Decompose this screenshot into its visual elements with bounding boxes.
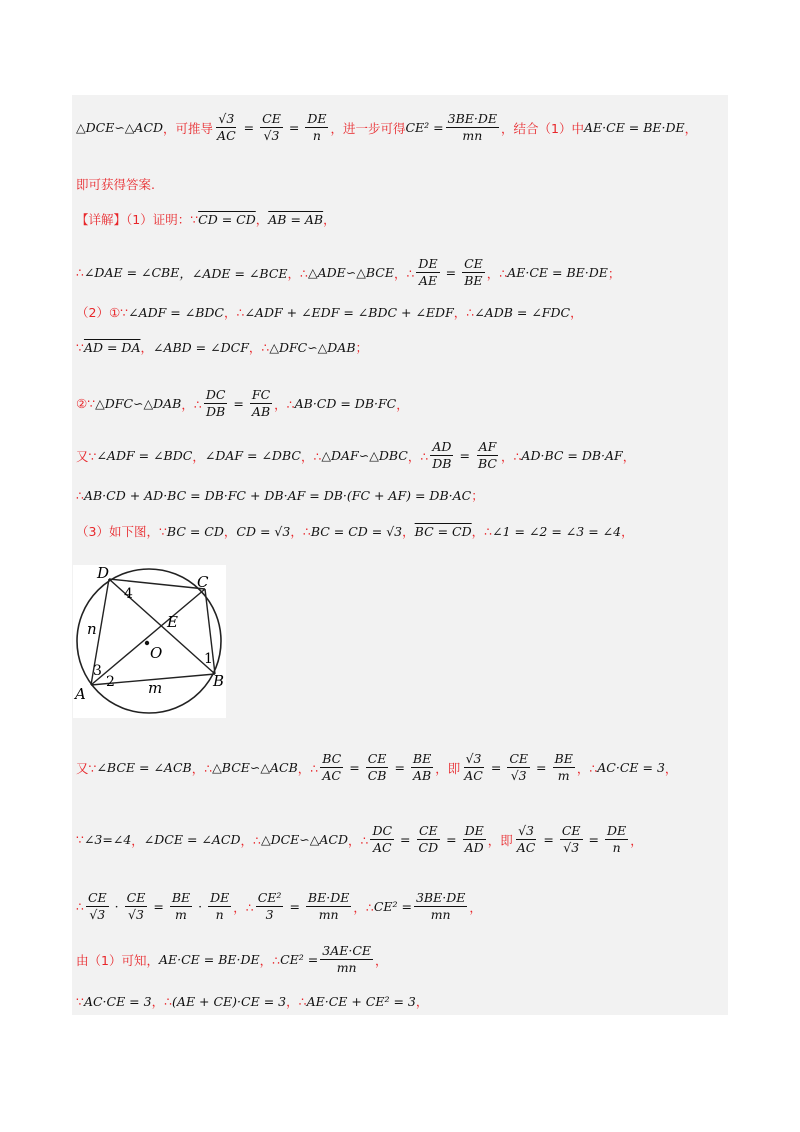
fraction: $\frac{√3}{AC}$ <box>516 823 536 855</box>
angle-2: 2 <box>106 674 115 690</box>
fraction: $\frac{CE}{CB}$ <box>367 751 387 783</box>
fraction: $\frac{\text{CE²}}{3}$ <box>257 890 282 922</box>
fraction: $\frac{CE}{√3}$ <box>509 751 529 783</box>
fraction: $\frac{DC}{AC}$ <box>372 823 393 855</box>
fraction: $\frac{FC}{AB}$ <box>251 387 271 419</box>
angle-4: 4 <box>124 586 133 602</box>
fraction: $\frac{DE}{n}$ <box>210 890 230 922</box>
fraction: $\frac{CE}{√3}$ <box>561 823 581 855</box>
label-n: n <box>87 620 97 638</box>
line-10: （3）如下图，∵ BC = CD ， CD = √3 ，∴ BC = CD = √3 ， BC = CD ，∴ ∠1 = ∠2 = ∠3 = ∠4 ， <box>76 523 634 539</box>
fraction: $\frac{AF}{BC}$ <box>477 439 497 471</box>
fraction: $\frac{DE}{n}$ <box>307 111 327 143</box>
line-1: △DCE∽△ACD ，可推导 $\frac{√3}{AC}$ = $\frac{CE}{√3}$ = $\frac{DE}{n}$ ，进一步可得 CE² = $\frac{3BE\cdot DE}{mn}$ ，结合（1）中 AE·CE = BE·DE ， <box>76 111 698 143</box>
fraction: $\frac{CE}{√3}$ <box>126 890 146 922</box>
fraction: $\frac{CE}{√3}$ <box>262 111 281 143</box>
line-15: ∵ AC·CE = 3 ，∴ (AE + CE)·CE = 3 ，∴ AE·CE + CE² = 3 ， <box>76 993 429 1009</box>
fraction: $\frac{CE}{√3}$ <box>87 890 107 922</box>
fraction: $\frac{BC}{AC}$ <box>322 751 342 783</box>
fraction: $\frac{DC}{DB}$ <box>205 387 226 419</box>
fraction: $\frac{CE}{BE}$ <box>464 256 483 288</box>
fraction: $\frac{BE}{m}$ <box>554 751 573 783</box>
line-8: 又∵ ∠ADF = ∠BDC ， ∠DAF = ∠DBC ，∴ △DAF∽△DBC ，∴ $\frac{AD}{DB}$ = $\frac{AF}{BC}$ ，∴ AD·BC = DB·AF ， <box>76 439 636 471</box>
label-b: B <box>213 672 225 690</box>
fraction: $\frac{CE}{CD}$ <box>418 823 439 855</box>
line-12: ∵ ∠3=∠4 ， ∠DCE = ∠ACD ，∴ △DCE∽△ACD ，∴ $\frac{DC}{AC}$ = $\frac{CE}{CD}$ = $\frac{DE}{AD}$ ，即 $\frac{√3}{AC}$ = $\frac{CE}{√3}$ = $\frac{DE}{n}$ ， <box>76 823 643 855</box>
content-panel <box>72 95 728 1015</box>
line-9: ∴ AB·CD + AD·BC = DB·FC + DB·AF = DB·(FC + AF) = DB·AC ； <box>76 487 484 503</box>
label-m: m <box>148 679 163 697</box>
line-2: 即可获得答案. <box>76 177 155 192</box>
fraction: $\frac{√3}{AC}$ <box>464 751 483 783</box>
fraction: $\frac{√3}{AC}$ <box>217 111 236 143</box>
label-d: D <box>97 565 110 582</box>
fraction: $\frac{DE}{AD}$ <box>464 823 484 855</box>
line-6: ∵ AD = DA ， ∠ABD = ∠DCF ，∴ △DFC∽△DAB ； <box>76 339 369 355</box>
fraction: $\frac{BE}{m}$ <box>171 890 191 922</box>
fraction: $\frac{DE}{AE}$ <box>418 256 438 288</box>
fraction: $\frac{3BE\cdot DE}{mn}$ <box>415 890 466 922</box>
label-o: O <box>150 644 163 662</box>
fraction: $\frac{3AE\cdot CE}{mn}$ <box>322 943 372 975</box>
label-a: A <box>75 685 86 703</box>
angle-3: 3 <box>93 663 102 679</box>
segment-ac <box>91 589 205 685</box>
line-7: ②∵ △DFC∽△DAB ，∴ $\frac{DC}{DB}$ = $\frac{FC}{AB}$ ，∴ AB·CD = DB·FC ， <box>76 387 409 419</box>
fraction: $\frac{DE}{n}$ <box>607 823 627 855</box>
label-c: C <box>197 573 209 591</box>
fraction: $\frac{3BE\cdot DE}{mn}$ <box>447 111 498 143</box>
label-e: E <box>167 613 178 631</box>
line-3: 【详解】（1）证明：∵ CD = CD ， AB = AB ， <box>76 211 336 227</box>
circle-diagram <box>73 565 226 718</box>
center-point <box>145 641 149 645</box>
line-11: 又∵ ∠BCE = ∠ACB ，∴ △BCE∽△ACB ，∴ $\frac{BC}{AC}$ = $\frac{CE}{CB}$ = $\frac{BE}{AB}$ ，即 $\frac{√3}{AC}$ = $\frac{CE}{√3}$ = $\frac{BE}{m}$ ，∴ AC·CE = 3 ， <box>76 751 678 783</box>
fraction: $\frac{AD}{DB}$ <box>432 439 452 471</box>
fraction: $\frac{BE\cdot DE}{mn}$ <box>307 890 350 922</box>
angle-1: 1 <box>204 651 213 667</box>
line-5: （2）①∵ ∠ADF = ∠BDC ，∴ ∠ADF + ∠EDF = ∠BDC + ∠EDF ，∴ ∠ADB = ∠FDC ， <box>76 304 583 320</box>
fraction: $\frac{BE}{AB}$ <box>412 751 432 783</box>
geometry-figure <box>73 565 226 718</box>
line-14: 由（1）可知， AE·CE = BE·DE ，∴ CE² = $\frac{3AE\cdot CE}{mn}$ ， <box>76 943 388 975</box>
line-4: ∴ ∠DAE = ∠CBE ，∠ADE = ∠BCE ，∴ △ADE∽△BCE ，∴ $\frac{DE}{AE}$ = $\frac{CE}{BE}$ ，∴ AE·CE = BE·DE ； <box>76 256 621 288</box>
line-13: ∴ $\frac{CE}{√3}$ · $\frac{CE}{√3}$ = $\frac{BE}{m}$ · $\frac{DE}{n}$ ，∴ $\frac{\text{CE²}}{3}$ = $\frac{BE\cdot DE}{mn}$ ，∴ CE² = $\frac{3BE\cdot DE}{mn}$ ， <box>76 890 482 922</box>
